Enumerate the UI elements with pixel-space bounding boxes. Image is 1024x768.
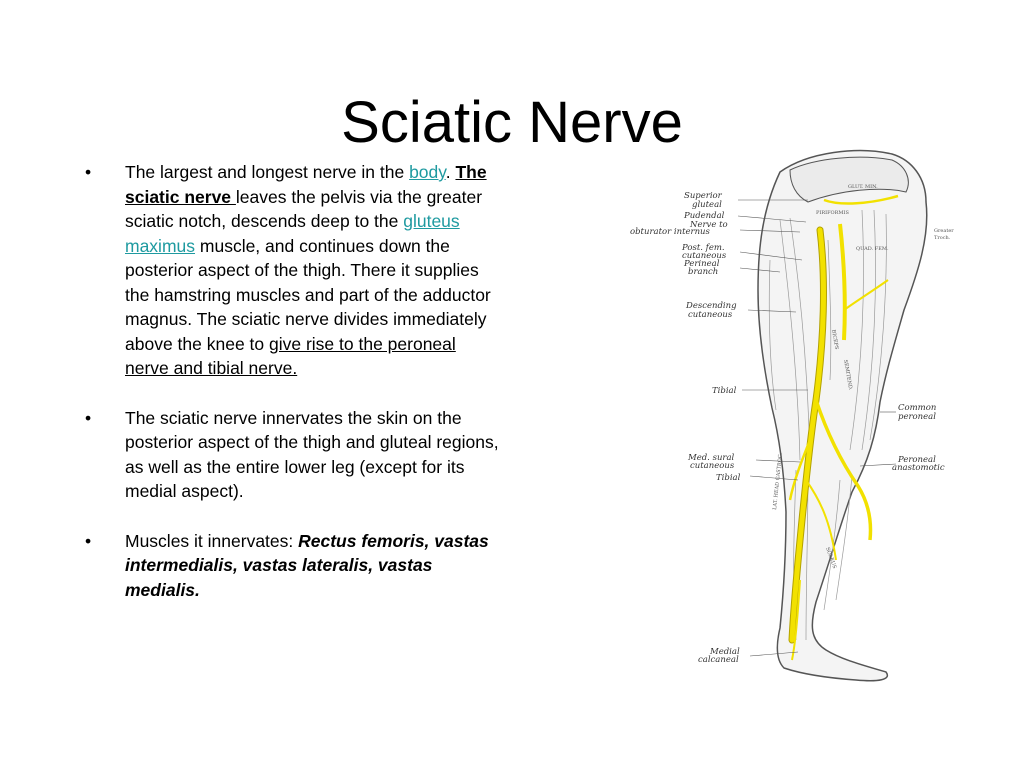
sciatic-nerve-illustration	[630, 140, 970, 685]
label-common-peroneal-1: Common	[898, 403, 937, 413]
label-soleus: SOLEUS	[824, 546, 838, 570]
label-med-sural-2: cutaneous	[690, 461, 735, 471]
label-greater-troch-1: Greater	[934, 228, 954, 234]
bullet-item-3	[85, 529, 500, 603]
underlined-text: give rise to the peroneal nerve and tibial nerve.	[125, 333, 456, 378]
bullet-marker: •	[85, 162, 92, 182]
label-superior-gluteal-2: gluteal	[692, 200, 722, 210]
label-pudendal: Pudendal	[684, 211, 725, 221]
label-greater-troch-2: Troch.	[934, 235, 951, 241]
label-peroneal-anast-1: Peroneal	[898, 455, 936, 465]
bullet-marker: •	[85, 407, 92, 428]
label-nerve-to-1: Nerve to	[690, 220, 728, 230]
label-lat-head-gastroc: LAT. HEAD GASTROC.	[772, 452, 784, 511]
label-piriformis: PIRIFORMIS	[816, 210, 849, 216]
label-nerve-to-2: obturator internus	[630, 227, 710, 237]
label-medial-calcaneal-2: calcaneal	[698, 655, 739, 665]
label-superior-gluteal-1: Superior	[684, 191, 722, 201]
text-run: leaves the pelvis via the greater sciatic notch, descends deep to the	[125, 186, 483, 231]
label-post-fem-2: cutaneous	[682, 251, 727, 261]
text-run: .	[445, 162, 456, 182]
label-tibial-upper: Tibial	[712, 386, 737, 396]
label-medial-calcaneal-1: Medial	[710, 647, 740, 657]
bullet-item-2	[85, 406, 500, 504]
label-glut-min: GLUT. MIN.	[848, 184, 878, 190]
bullet-text-3	[125, 529, 500, 603]
label-tibial-lower: Tibial	[716, 473, 741, 483]
slide-title: Sciatic Nerve	[341, 89, 683, 155]
bullet-text-1	[125, 160, 500, 381]
text-run: The largest and longest nerve in the	[125, 162, 410, 182]
bullet-text-2: The sciatic nerve innervates the skin on the posterior aspect of the thigh and gluteal regions, as well as the entire lower leg (except for its medial aspect).	[125, 407, 499, 501]
label-descending-2: cutaneous	[688, 310, 733, 320]
gluteus-maximus-link[interactable]: gluteus maximus	[125, 211, 460, 256]
label-peroneal-anast-2: anastomotic	[892, 463, 945, 473]
label-med-sural-1: Med. sural	[688, 453, 735, 463]
text-run: Muscles it innervates:	[125, 530, 299, 551]
sciatic-nerve-bold-text: The sciatic nerve	[125, 162, 487, 207]
label-common-peroneal-2: peroneal	[898, 412, 936, 422]
label-semitend: SEMITEND.	[842, 359, 854, 391]
body-link[interactable]: body	[409, 162, 446, 182]
label-biceps: BICEPS	[830, 329, 840, 350]
label-perineal-1: Perineal	[684, 259, 720, 269]
text-run: muscle, and continues down the posterior aspect of the thigh. There it supplies the hamstring muscles and part of the adductor magnus. The sciatic nerve divides immediately above the knee to	[125, 235, 491, 354]
muscles-emphasis: Rectus femoris, vastas intermedialis, vastas lateralis, vastas medialis.	[125, 530, 489, 600]
label-perineal-2: branch	[688, 267, 719, 277]
bullet-list	[85, 160, 500, 627]
label-descending-1: Descending	[686, 301, 737, 311]
bullet-item-1	[85, 160, 500, 381]
leg-anatomy-drawing	[630, 140, 970, 685]
label-quad-fem: QUAD. FEM.	[856, 246, 889, 252]
bullet-marker: •	[85, 530, 92, 551]
label-post-fem-1: Post. fem.	[682, 243, 725, 253]
